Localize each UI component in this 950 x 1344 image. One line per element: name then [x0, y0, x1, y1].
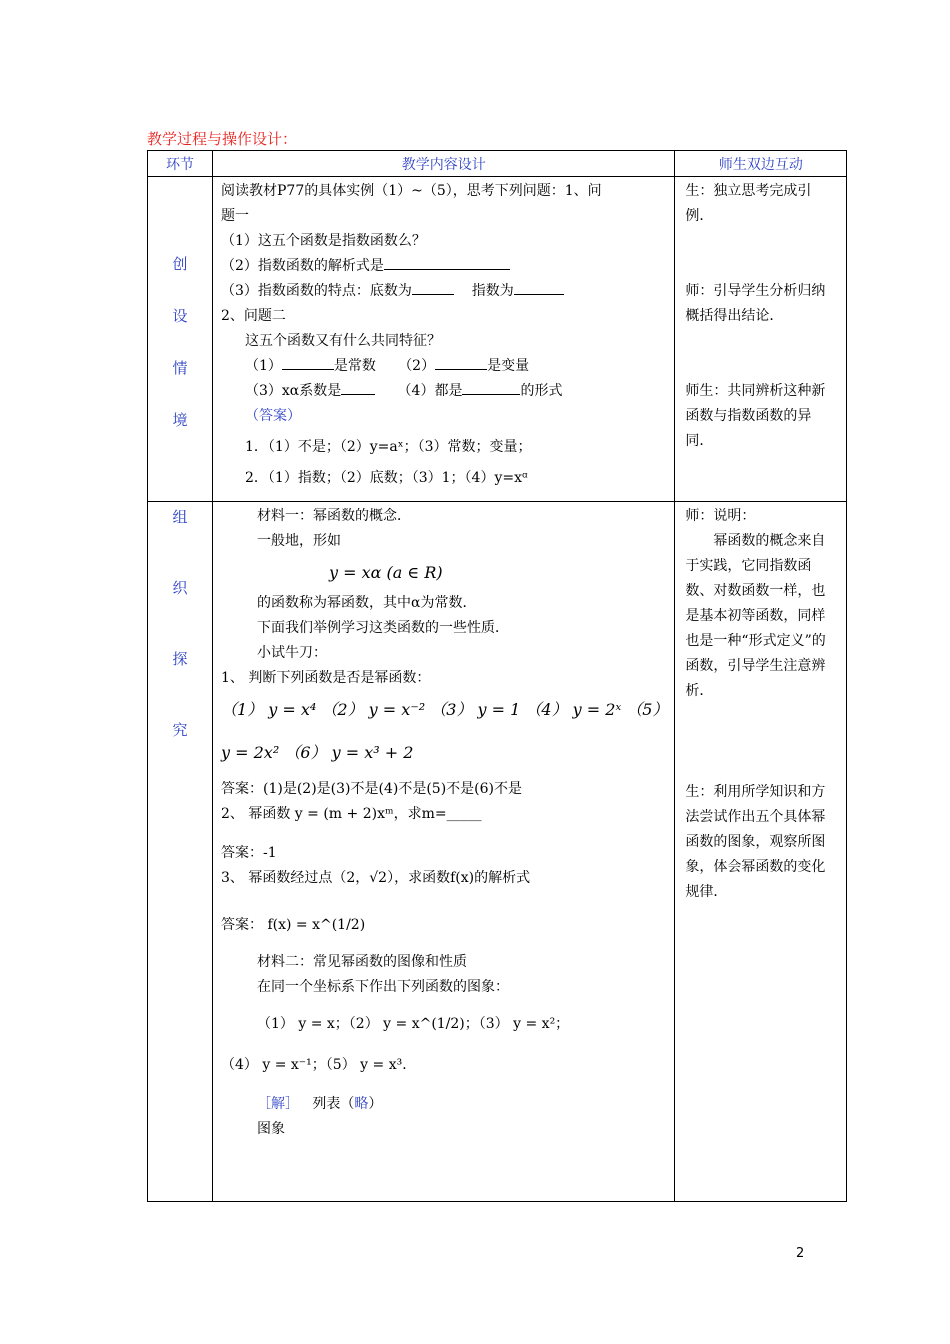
header-interaction: 师生双边互动 [675, 151, 847, 177]
content-line: 材料二：常见幂函数的图像和性质 [257, 954, 467, 970]
content-text: （3）指数函数的特点：底数为 [221, 283, 412, 299]
interaction-text: 生：利用所学知识和方法尝试作出五个具体幂函数的图象，观察所图象，体会幂函数的变化规律． [685, 784, 826, 900]
answer-label: （答案） [245, 408, 301, 424]
content-text: 是常数 [333, 358, 376, 374]
content-line: 题一 [221, 208, 249, 224]
stage-char: 境 [172, 411, 188, 429]
content-text: 的形式 [520, 383, 563, 399]
content-line: 2．（1）指数；（2）底数；（3）1；（4）y=xᵅ [245, 470, 528, 486]
blank-line [384, 255, 510, 270]
content-text: （2） [398, 358, 436, 374]
content-text: （2）指数函数的解析式是 [221, 258, 384, 274]
content-line: 这五个函数又有什么共同特征？ [245, 333, 441, 349]
interaction-text: 师：说明： [685, 508, 756, 524]
content-line: 图象 [257, 1121, 285, 1137]
stage-char: 设 [172, 307, 188, 325]
interaction-text: 师生：共同辨析这种新函数与指数函数的异同． [685, 383, 826, 449]
interaction-text: 师：引导学生分析归纳概括得出结论． [685, 283, 826, 324]
blank-line [462, 380, 520, 395]
content-line: 小试牛刀： [257, 645, 327, 661]
interaction-cell-1 [675, 177, 847, 502]
blank-line [341, 380, 375, 395]
answer-line: 答案： f(x) = x^(1/2) [221, 917, 366, 933]
table-row [148, 502, 847, 1202]
answer-line: 答案：-1 [221, 845, 277, 861]
blank-line [514, 280, 564, 295]
content-text: （3）xα系数是 [245, 383, 342, 399]
page-number: 2 [796, 1246, 805, 1261]
stage-char: 组 [172, 508, 188, 526]
header-content: 教学内容设计 [213, 151, 675, 177]
content-text: 指数为 [471, 283, 514, 299]
content-line [221, 254, 668, 279]
content-line: 1．（1）不是；（2）y=aˣ；（3）常数；变量； [245, 439, 532, 455]
interaction-text: 生：独立思考完成引例． [685, 183, 812, 224]
table-row [148, 177, 847, 502]
blank-line [282, 355, 334, 370]
content-text: 是变量 [487, 358, 530, 374]
content-line: 下面我们举例学习这类函数的一些性质． [257, 620, 509, 636]
stage-cell-explore [148, 502, 213, 1202]
exercise-line: y = 2x² （6） y = x³ + 2 [221, 743, 414, 762]
interaction-cell-2 [675, 502, 847, 1202]
content-text: （4）都是 [397, 383, 463, 399]
stage-char: 织 [172, 579, 188, 597]
exercise-line: （4） y = x⁻¹；（5） y = x³． [221, 1057, 417, 1073]
content-line: （1）这五个函数是指数函数么？ [221, 233, 426, 249]
content-line: 的函数称为幂函数，其中α为常数． [257, 595, 477, 611]
exercise-line: 3、 幂函数经过点（2，√2），求函数f(x)的解析式 [221, 870, 531, 886]
content-line: 2、问题二 [221, 308, 286, 324]
section-title: 教学过程与操作设计： [147, 130, 298, 148]
content-line: 一般地，形如 [257, 533, 341, 549]
solution-line [221, 1092, 668, 1117]
blank-line [412, 280, 454, 295]
content-line [221, 354, 668, 379]
content-text: 列表（ [312, 1096, 355, 1112]
lesson-table [147, 150, 847, 1202]
exercise-line: 2、 幂函数 y = (m + 2)xᵐ，求m=_____ [221, 806, 482, 822]
stage-char: 探 [172, 650, 188, 668]
solution-tag: ［解］ [257, 1096, 299, 1112]
content-text: ） [368, 1096, 383, 1112]
content-line: 在同一个坐标系下作出下列函数的图象： [257, 979, 509, 995]
exercise-line: （1） y = x；（2） y = x^(1/2)；（3） y = x²； [257, 1016, 570, 1032]
exercise-line: （1） y = x⁴ （2） y = x⁻² （3） y = 1 （4） y = 2ˣ （5） [221, 700, 669, 719]
content-cell-2 [213, 502, 675, 1202]
content-line: 1、 判断下列函数是否是幂函数： [221, 670, 431, 686]
content-line: 阅读教材P77的具体实例（1）~（5），思考下列问题：1、问 [221, 183, 602, 199]
content-text: （1） [245, 358, 282, 374]
content-cell-1 [213, 177, 675, 502]
header-stage: 环节 [148, 151, 213, 177]
content-line [221, 279, 668, 304]
stage-char: 究 [172, 721, 188, 739]
formula: y = xα (a ∈ R) [329, 563, 443, 582]
interaction-text: 幂函数的概念来自于实践，它同指数函数、对数函数一样，也是基本初等函数，同样也是一种“形式定义”的函数，引导学生注意辨析． [685, 533, 826, 699]
solution-omitted: 略 [354, 1096, 369, 1112]
blank-line [435, 355, 487, 370]
answer-line: 答案：(1)是(2)是(3)不是(4)不是(5)不是(6)不是 [221, 781, 522, 797]
table-header-row [148, 151, 847, 177]
stage-char: 创 [172, 255, 188, 273]
stage-cell-create [148, 177, 213, 502]
content-line: 材料一：幂函数的概念． [257, 508, 411, 524]
content-line [221, 379, 668, 404]
stage-char: 情 [172, 359, 188, 377]
